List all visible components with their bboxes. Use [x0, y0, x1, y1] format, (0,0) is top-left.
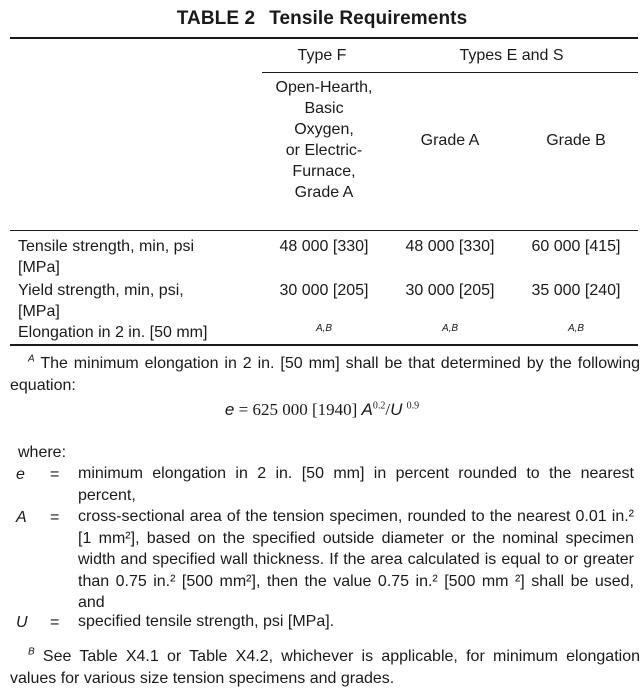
where-eq-u: = [50, 614, 60, 631]
header-col1-line: Oxygen, [294, 121, 354, 138]
footnote-b [10, 646, 640, 689]
header-col1-line: Furnace, [292, 163, 356, 180]
cell-yield-f: 30 000 [205] [279, 282, 369, 299]
where-symbol-e: e [16, 466, 25, 483]
cell-yield-a: 30 000 [205] [405, 282, 495, 299]
where-symbol-a: A [16, 509, 27, 526]
header-col1-line: or Electric- [285, 142, 363, 159]
row-label-line: Yield strength, min, psi, [18, 282, 184, 299]
cell-elongation-f: A,B [315, 323, 333, 334]
header-col1-line: Basic [304, 100, 344, 117]
footnote-b-text: See Table X4.1 or Table X4.2, whichever is applicable, for minimum elongation values for various size tension specimens and grades. [10, 648, 640, 687]
where-def-e: minimum elongation in 2 in. [50 mm] in percent rounded to the nearest percent, [78, 465, 634, 504]
row-label-elongation: Elongation in 2 in. [50 mm] [18, 324, 208, 341]
header-col1-line: Open-Hearth, [275, 79, 373, 96]
row-label-tensile [18, 236, 258, 278]
footnote-a [10, 353, 640, 396]
cell-elongation-a: A,B [441, 323, 459, 334]
header-col-grade-b: Grade B [546, 132, 606, 149]
cell-elongation-b: A,B [567, 323, 585, 334]
footnote-a-mark: A [28, 353, 35, 365]
header-col-open-hearth [262, 77, 386, 203]
eq-constant: 625 000 [1940] [252, 400, 358, 419]
cell-yield-b: 35 000 [240] [531, 282, 621, 299]
table-title [0, 8, 644, 30]
table-number: TABLE 2 [176, 8, 256, 29]
eq-var-a: A [361, 400, 373, 419]
eq-exp-a: 0.2 [372, 400, 386, 412]
eq-exp-u: 0.9 [406, 400, 420, 412]
header-bottom-rule [10, 230, 638, 231]
row-label-line: [MPa] [18, 303, 60, 320]
table-title-text: Tensile Requirements [269, 8, 468, 29]
table-bottom-rule [10, 344, 638, 346]
eq-lhs: e [224, 400, 235, 419]
row-label-yield [18, 280, 258, 322]
row-label-line: [MPa] [18, 259, 60, 276]
where-label: where: [18, 444, 67, 461]
eq-sign: = [238, 400, 249, 419]
footnote-a-text: The minimum elongation in 2 in. [50 mm] shall be that determined by the following equation: [10, 355, 641, 394]
elongation-equation [0, 400, 644, 420]
where-def-a: cross-sectional area of the tension specimen, rounded to the nearest 0.01 in.² [1 mm²], based on the specified outside diameter or the nominal specimen width and specified wall thickness. If the area calculated is equal to or greater than 0.75 in.² [500 mm²], then the value 0.75 in.² [500 mm ²] shall be used, and [78, 508, 634, 611]
header-type-f: Type F [297, 47, 347, 64]
eq-slash: / [385, 400, 391, 419]
header-group-rule [262, 72, 638, 73]
where-symbol-u: U [16, 614, 28, 631]
header-col-grade-a: Grade A [420, 132, 480, 149]
cell-tensile-b: 60 000 [415] [531, 238, 621, 255]
header-types-e-s: Types E and S [459, 47, 564, 64]
top-rule [10, 37, 638, 39]
where-eq-a: = [50, 509, 60, 526]
footnote-b-mark: B [28, 646, 35, 658]
cell-tensile-a: 48 000 [330] [405, 238, 495, 255]
where-def-u: specified tensile strength, psi [MPa]. [78, 613, 335, 630]
eq-var-u: U [390, 400, 403, 419]
header-col1-line: Grade A [294, 184, 354, 201]
cell-tensile-f: 48 000 [330] [279, 238, 369, 255]
where-eq-e: = [50, 466, 60, 483]
row-label-line: Tensile strength, min, psi [18, 238, 195, 255]
